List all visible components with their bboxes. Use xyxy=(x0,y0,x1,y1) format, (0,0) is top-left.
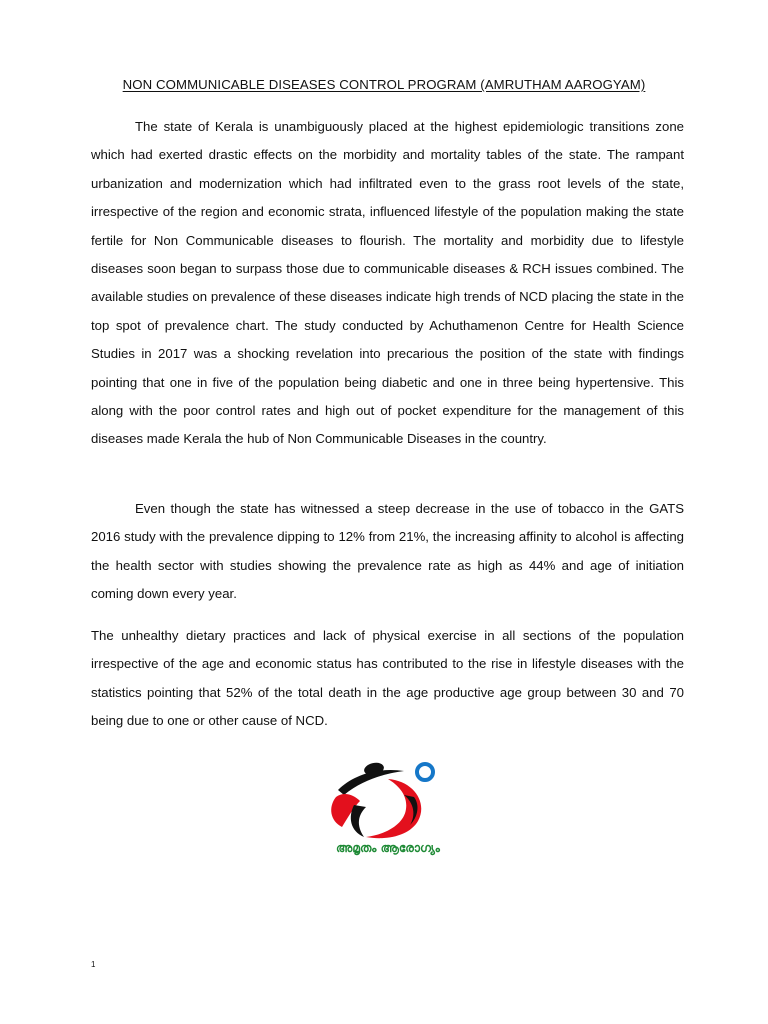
document-title: NON COMMUNICABLE DISEASES CONTROL PROGRAM (AMRUTHAM AAROGYAM) xyxy=(122,77,646,92)
logo-caption: അമൃതം ആരോഗ്യം xyxy=(336,841,440,855)
amrutham-aarogyam-logo xyxy=(318,755,458,859)
paragraph-diet-exercise: The unhealthy dietary practices and lack of physical exercise in all sections of the population irrespective of the age and economic status has contributed to the rise in lifestyle diseases with the statistics pointing that 52% of the total death in the age productive age group between 30 and 70 being due to one or other cause of NCD. xyxy=(91,628,684,729)
paragraph-intro: The state of Kerala is unambiguously placed at the highest epidemiologic transitions zone which had exerted drastic effects on the morbidity and mortality tables of the state. The rampant urbanization and modernization which had infiltrated even to the grass root levels of the state, irrespective of the region and economic strata, influenced lifestyle of the population making the state fertile for Non Communicable diseases to flourish. The mortality and morbidity due to lifestyle diseases soon began to surpass those due to communicable diseases & RCH issues combined. The available studies on prevalence of these diseases indicate high trends of NCD placing the state in the top spot of prevalence chart. The study conducted by Achuthamenon Centre for Health Science Studies in 2017 was a shocking revelation into precarious the position of the state with findings pointing that one in five of the population being diabetic and one in three being hypertensive. This along with the poor control rates and high out of pocket expenditure for the management of this diseases made Kerala the hub of Non Communicable Diseases in the country. xyxy=(91,119,684,447)
logo-graphic xyxy=(318,755,458,859)
page-number: 1 xyxy=(91,960,96,969)
paragraph-tobacco-alcohol: Even though the state has witnessed a steep decrease in the use of tobacco in the GATS 2016 study with the prevalence dipping to 12% from 21%, the increasing affinity to alcohol is affecting the health sector with studies showing the prevalence rate as high as 44% and age of initiation coming down every year. xyxy=(91,501,684,602)
logo-blue-ring xyxy=(417,764,433,780)
logo-black-lower xyxy=(351,805,366,837)
